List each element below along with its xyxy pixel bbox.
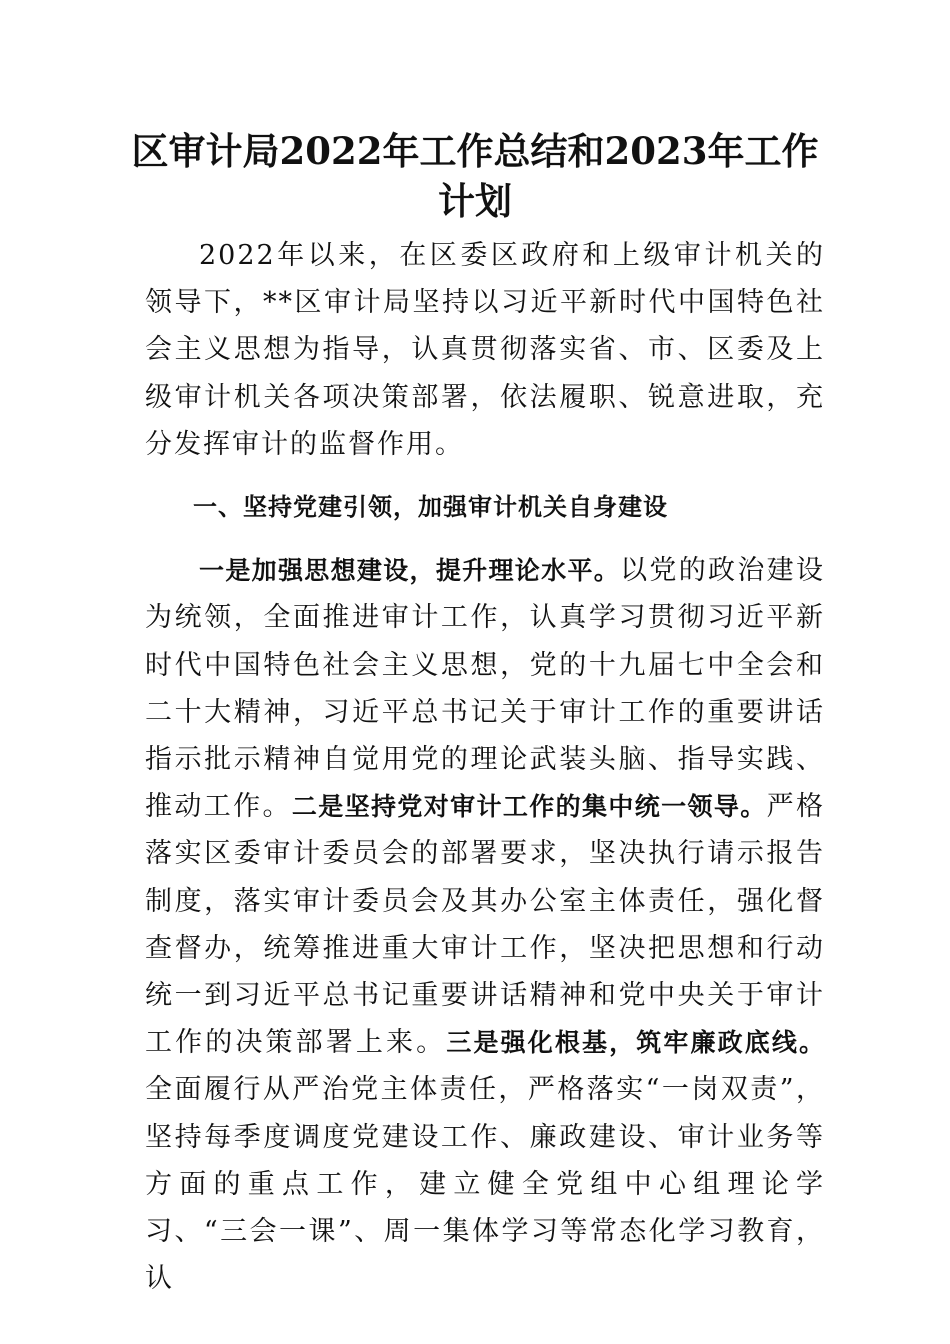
document-title: 区审计局2022年工作总结和2023年工作计划 (131, 129, 819, 223)
intro-paragraph: 2022年以来，在区委区政府和上级审计机关的领导下，**区审计局坚持以习近平新时代中国特色社会主义思想为指导，认真贯彻落实省、市、区委及上级审计机关各项决策部署，依法履职、锐意进取，充分发挥审计的监督作用。 (145, 240, 825, 460)
lead-sentence-1: 一是加强思想建设，提升理论水平。 (199, 556, 621, 586)
lead-sentence-2: 二是坚持党对审计工作的集中统一领导。 (291, 792, 767, 822)
lead-sentence-3: 三是强化根基，筑牢廉政底线。 (446, 1028, 826, 1058)
body-sentence-3: 全面履行从严治党主体责任，严格落实“一岗双责”，坚持每季度调度党建设工作、廉政建设、审计业务等方面的重点工作，建立健全党组中心组理论学习、“三会一课”、周一集体学习等常态化学习教育，认 (145, 1074, 825, 1295)
body-sentence-1: 以党的政治建设为统领，全面推进审计工作，认真学习贯彻习近平新时代中国特色社会主义思想，党的十九届七中全会和二十大精神，习近平总书记关于审计工作的重要讲话指示批示精神自觉用党的理论武装头脑、指导实践、推动工作。 (145, 555, 825, 823)
section-1-paragraph (145, 547, 825, 1302)
body-sentence-2: 严格落实区委审计委员会的部署要求，坚决执行请示报告制度，落实审计委员会及其办公室主体责任，强化督查督办，统筹推进重大审计工作，坚决把思想和行动统一到习近平总书记重要讲话精神和党中央关于审计工作的决策部署上来。 (145, 791, 825, 1059)
section-heading-1: 一、坚持党建引领，加强审计机关自身建设 (193, 493, 668, 522)
document-body (145, 232, 825, 1302)
